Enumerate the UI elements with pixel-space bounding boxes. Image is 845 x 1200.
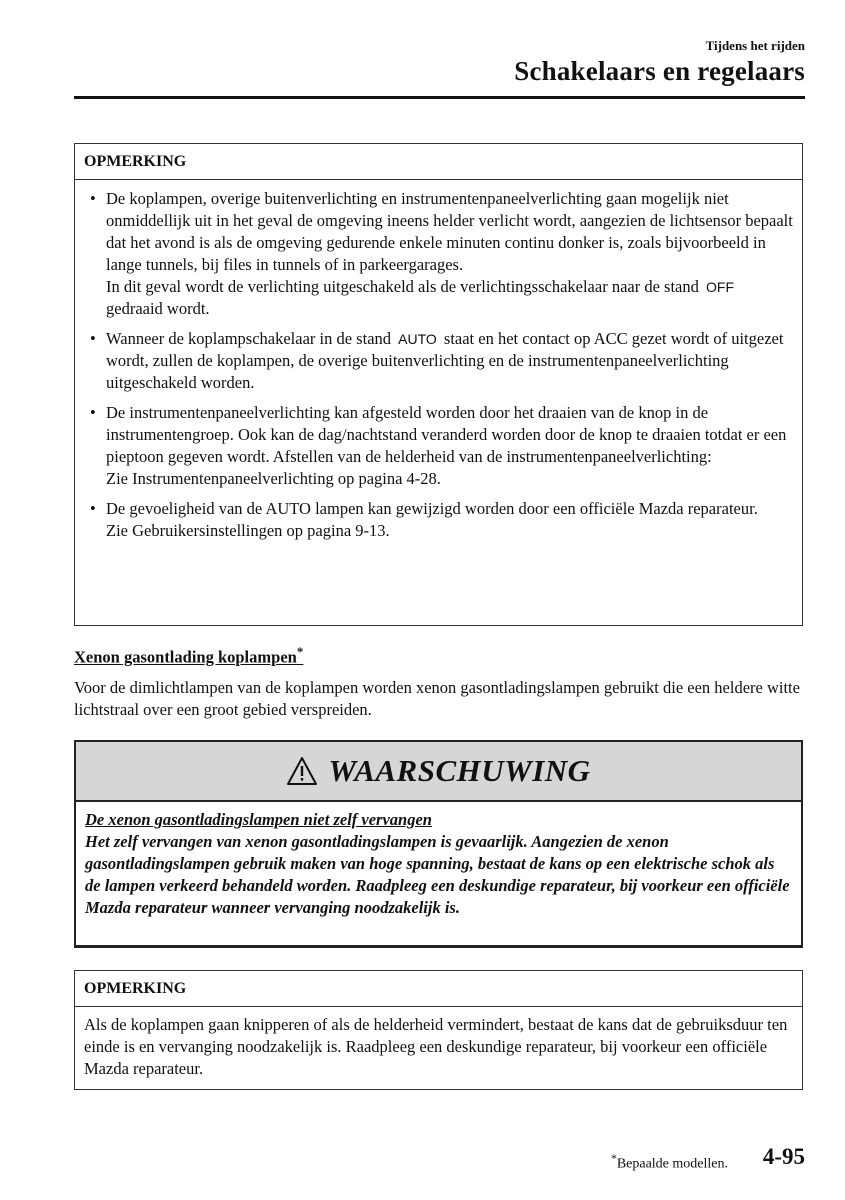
note-item-post: staat en het contact op ACC gezet wordt of uitgezet wordt, zullen de koplampen, de overige buitenverlichting en de instrumentenpaneelverlichting uitgeschakeld worden. — [106, 329, 784, 392]
section-title — [74, 644, 303, 668]
off-symbol: OFF — [706, 279, 734, 295]
note-body — [75, 180, 802, 550]
warning-box — [74, 740, 803, 948]
page-reference: Zie Instrumentenpaneelverlichting op pagina 4-28. — [106, 469, 441, 488]
note-item-text: • De instrumentenpaneelverlichting kan afgesteld worden door het draaien van de knop in de instrumentengroep. Ook kan de dag/nachtstand veranderd worden door de knop te draaien totdat er een pieptoon gegeven wordt. Afstellen van de helderheid van de instrumentenpaneelverlichting: — [106, 403, 787, 466]
section-title-text: Xenon gasontlading koplampen — [74, 647, 297, 667]
note-item-text: • De koplampen, overige buitenverlichting en instrumentenpaneelverlichting gaan mogelijk niet onmiddellijk uit in het geval de omgeving ineens helder verlicht wordt, aangezien de lichtsensor bepaalt dat het avond is als de omgeving gedurende enkele minuten continu donker is, zoals bijvoorbeeld in lange tunnels, bij files in tunnels of in parkeergarages. — [106, 189, 793, 274]
footer-note — [611, 1152, 728, 1173]
note-item — [84, 402, 793, 490]
footer-note-text: Bepaalde modellen. — [616, 1156, 728, 1172]
note-item-text: • De gevoeligheid van de AUTO lampen kan gewijzigd worden door een officiële Mazda reparateur. — [106, 499, 758, 518]
note-item — [84, 328, 793, 394]
note-box-1 — [74, 143, 803, 626]
note-item-text — [106, 328, 793, 394]
note-item — [84, 188, 793, 320]
header-divider — [74, 96, 805, 99]
note-item-pre: In dit geval wordt de verlichting uitgeschakeld als de verlichtingsschakelaar naar de stand — [106, 277, 699, 296]
note-box-2 — [74, 970, 803, 1090]
note-label: OPMERKING — [75, 144, 802, 180]
note-text: Als de koplampen gaan knipperen of als de helderheid vermindert, bestaat de kans dat de gebruiksduur ten einde is en vervanging noodzakelijk is. Raadpleeg een deskundige reparateur, bij voorkeur een officiële Mazda reparateur. — [84, 1015, 788, 1078]
header-section: Tijdens het rijden — [705, 38, 805, 53]
page-title: Schakelaars en regelaars — [514, 56, 805, 86]
model-mark: * — [610, 1152, 617, 1165]
note-item — [84, 498, 793, 542]
note-label: OPMERKING — [75, 971, 802, 1007]
warning-body — [76, 802, 801, 926]
page-number: 4-95 — [762, 1144, 805, 1169]
page-reference: Zie Gebruikersinstellingen op pagina 9-13. — [106, 521, 390, 540]
auto-symbol: AUTO — [398, 331, 437, 347]
note-item-text-2 — [106, 276, 793, 320]
warning-title: WAARSCHUWING — [328, 753, 591, 788]
note-item-post: gedraaid wordt. — [106, 299, 210, 318]
note-item-pre: Wanneer de koplampschakelaar in de stand — [106, 329, 392, 348]
section-text: Voor de dimlichtlampen van de koplampen worden xenon gasontladingslampen gebruikt die een heldere witte lichtstraal over een groot gebied verspreiden. — [74, 678, 800, 719]
warning-header — [76, 742, 801, 802]
warning-text: Het zelf vervangen van xenon gasontladingslampen is gevaarlijk. Aangezien de xenon gasontladingslampen gebruik maken van hoge spanning, bestaat de kans op een elektrische schok als de lampen verkeerd behandeld worden. Raadpleeg een deskundige reparateur, bij voorkeur een officiële Mazda reparateur wanneer vervanging noodzakelijk is. — [85, 832, 790, 917]
warning-triangle-icon — [286, 756, 318, 786]
note-body — [75, 1007, 802, 1088]
warning-subtitle: De xenon gasontladingslampen niet zelf vervangen — [85, 810, 432, 829]
model-mark: * — [296, 644, 304, 659]
